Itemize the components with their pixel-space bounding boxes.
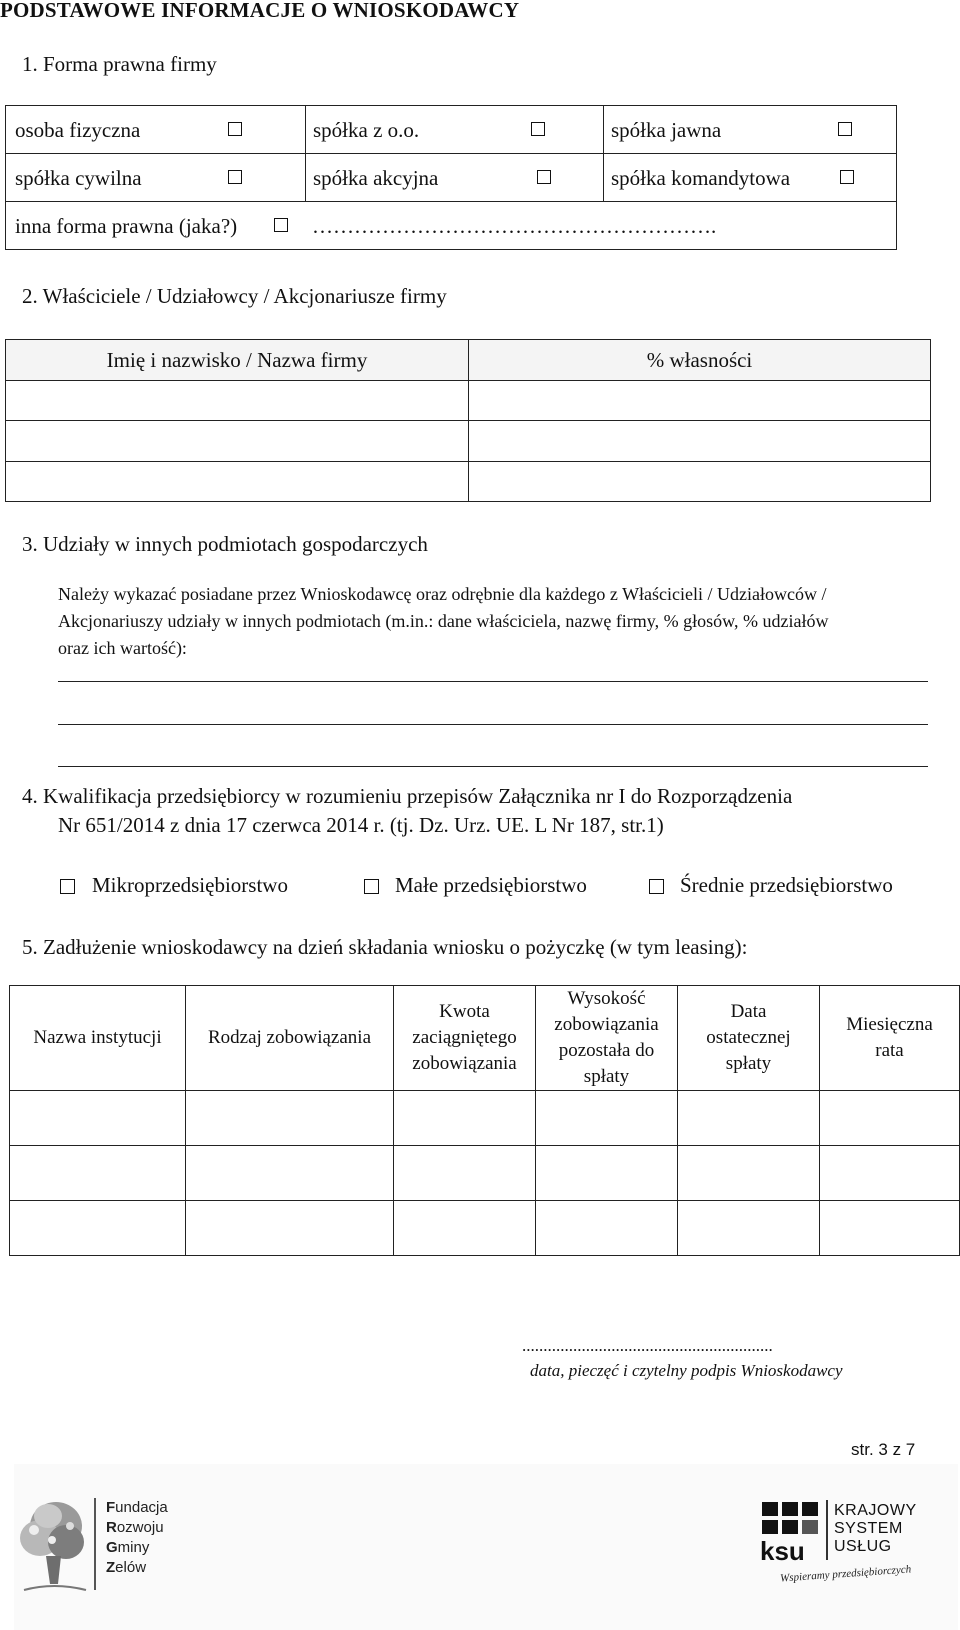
debt-cell-input[interactable]: [10, 1091, 186, 1146]
section1-heading: 1. Forma prawna firmy: [22, 52, 217, 76]
option-label: spółka jawna: [611, 118, 722, 142]
debt-cell-input[interactable]: [186, 1091, 394, 1146]
owner-name-input[interactable]: [6, 381, 469, 421]
owner-name-input[interactable]: [6, 462, 469, 502]
debt-cell-input[interactable]: [186, 1201, 394, 1256]
owner-share-input[interactable]: [469, 381, 931, 421]
signature-caption: data, pieczęć i czytelny podpis Wnioskodawcy: [530, 1361, 843, 1380]
table-row: [6, 106, 897, 154]
section5-heading: 5. Zadłużenie wnioskodawcy na dzień składania wniosku o pożyczkę (w tym leasing):: [22, 935, 748, 959]
column-header: Kwota zaciągniętego zobowiązania: [394, 986, 536, 1091]
section3-heading: 3. Udziały w innych podmiotach gospodarczych: [22, 532, 428, 556]
column-header: Nazwa instytucji: [10, 986, 186, 1091]
checkbox-srednie[interactable]: [649, 879, 664, 894]
checkbox-spolka-komandytowa[interactable]: [840, 170, 854, 184]
table-header-row: [10, 986, 960, 1091]
ksu-tagline: Wspieramy przedsiębiorczych: [779, 1563, 912, 1585]
option-label: Małe przedsiębiorstwo: [395, 873, 587, 897]
option-label: inna forma prawna (jaka?): [15, 214, 238, 238]
ksu-logo-mark: [760, 1500, 822, 1574]
column-header-name: Imię i nazwisko / Nazwa firmy: [6, 340, 469, 381]
option-label: osoba fizyczna: [15, 118, 141, 142]
answer-line[interactable]: [58, 766, 928, 767]
footer: [14, 1464, 958, 1630]
debt-cell-input[interactable]: [536, 1091, 678, 1146]
owners-table: [5, 339, 931, 502]
debt-cell-input[interactable]: [394, 1146, 536, 1201]
checkbox-spolka-jawna[interactable]: [838, 122, 852, 136]
legal-form-other-cell: [6, 202, 897, 250]
section3-text-line: oraz ich wartość):: [58, 638, 187, 658]
section4-heading-line: Nr 651/2014 z dnia 17 czerwca 2014 r. (tj. Dz. Urz. UE. L Nr 187, str.1): [58, 813, 664, 837]
owner-name-input[interactable]: [6, 421, 469, 462]
table-row: [10, 1146, 960, 1201]
option-label: Mikroprzedsiębiorstwo: [92, 873, 288, 897]
checkbox-male[interactable]: [364, 879, 379, 894]
table-header-row: [6, 340, 931, 381]
legal-form-cell: [6, 106, 306, 154]
answer-line[interactable]: [58, 681, 928, 682]
option-label: spółka z o.o.: [313, 118, 420, 142]
debt-cell-input[interactable]: [536, 1146, 678, 1201]
debt-cell-input[interactable]: [678, 1146, 820, 1201]
other-form-input[interactable]: ………………………………………………….: [312, 214, 717, 238]
table-row: [6, 154, 897, 202]
page-number: str. 3 z 7: [851, 1440, 916, 1459]
table-row: [6, 462, 931, 502]
section3-text-line: Akcjonariuszy udziały w innych podmiotach (m.in.: dane właściciela, nazwę firmy, % głosów, % udziałów: [58, 611, 829, 631]
ksu-mark-text: ksu: [760, 1536, 805, 1566]
checkbox-spolka-cywilna[interactable]: [228, 170, 242, 184]
debt-cell-input[interactable]: [536, 1201, 678, 1256]
column-header-share: % własności: [469, 340, 931, 381]
debt-cell-input[interactable]: [10, 1201, 186, 1256]
foundation-tree-logo: [14, 1496, 94, 1594]
option-label: spółka akcyjna: [313, 166, 439, 190]
table-row: [6, 381, 931, 421]
debt-table: [9, 985, 960, 1256]
option-label: spółka komandytowa: [611, 166, 791, 190]
checkbox-spolka-akcyjna[interactable]: [537, 170, 551, 184]
option-label: spółka cywilna: [15, 166, 142, 190]
debt-cell-input[interactable]: [186, 1146, 394, 1201]
answer-line[interactable]: [58, 724, 928, 725]
checkbox-inna-forma[interactable]: [274, 218, 288, 232]
legal-form-table: [5, 105, 897, 250]
table-row: [10, 1201, 960, 1256]
legal-form-cell: [306, 106, 604, 154]
column-header: Miesięczna rata: [820, 986, 960, 1091]
debt-cell-input[interactable]: [820, 1091, 960, 1146]
debt-cell-input[interactable]: [394, 1201, 536, 1256]
debt-cell-input[interactable]: [820, 1201, 960, 1256]
table-row: [6, 421, 931, 462]
checkbox-mikro[interactable]: [60, 879, 75, 894]
option-label: Średnie przedsiębiorstwo: [680, 873, 893, 897]
column-header: Wysokość zobowiązania pozostała do spłaty: [536, 986, 678, 1091]
legal-form-cell: [604, 106, 897, 154]
debt-cell-input[interactable]: [820, 1146, 960, 1201]
owner-share-input[interactable]: [469, 421, 931, 462]
signature-line[interactable]: ...........................................................: [522, 1336, 773, 1355]
debt-cell-input[interactable]: [10, 1146, 186, 1201]
section4-heading-line: 4. Kwalifikacja przedsiębiorcy w rozumieniu przepisów Załącznika nr I do Rozporządzenia: [22, 784, 793, 808]
section2-heading: 2. Właściciele / Udziałowcy / Akcjonariusze firmy: [22, 284, 447, 308]
legal-form-cell: [306, 154, 604, 202]
ksu-divider: [826, 1500, 828, 1560]
owner-share-input[interactable]: [469, 462, 931, 502]
foundation-name: Fundacja Rozwoju Gminy Zelów: [106, 1499, 168, 1576]
legal-form-cell: [604, 154, 897, 202]
page-title: PODSTAWOWE INFORMACJE O WNIOSKODAWCY: [0, 0, 520, 22]
ksu-name: KRAJOWY SYSTEM USŁUG: [834, 1502, 917, 1555]
logo-divider: [94, 1498, 96, 1590]
section3-text-line: Należy wykazać posiadane przez Wnioskodawcę oraz odrębnie dla każdego z Właścicieli / Udziałowców /: [58, 584, 827, 604]
checkbox-osoba-fizyczna[interactable]: [228, 122, 242, 136]
legal-form-cell: [6, 154, 306, 202]
debt-cell-input[interactable]: [678, 1091, 820, 1146]
debt-cell-input[interactable]: [678, 1201, 820, 1256]
column-header: Rodzaj zobowiązania: [186, 986, 394, 1091]
column-header: Data ostatecznej spłaty: [678, 986, 820, 1091]
table-row: [10, 1091, 960, 1146]
checkbox-spolka-zoo[interactable]: [531, 122, 545, 136]
table-row: [6, 202, 897, 250]
debt-cell-input[interactable]: [394, 1091, 536, 1146]
